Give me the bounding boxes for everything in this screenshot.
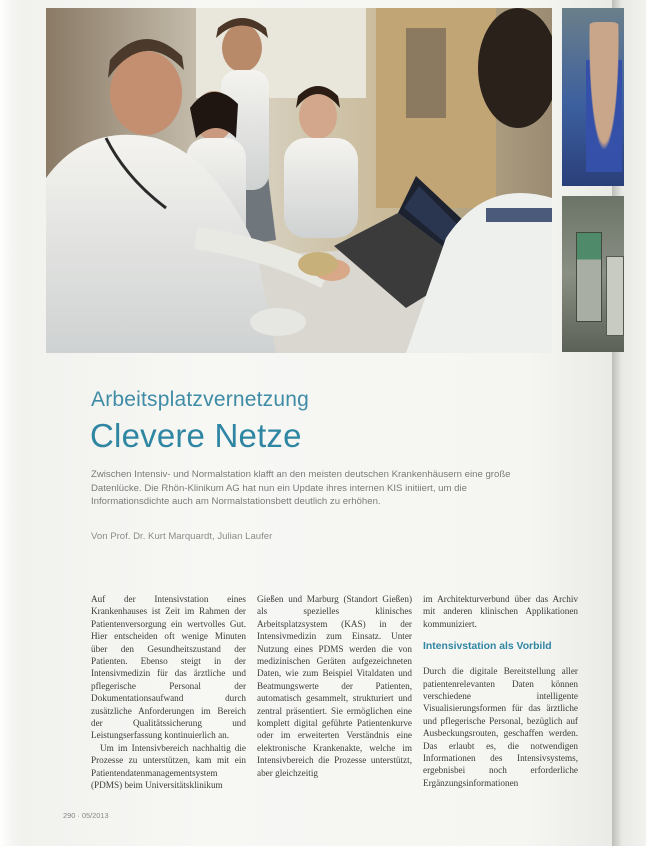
paragraph: Gießen und Marburg (Standort Gießen) als spezielles klinisches Arbeitsplatzsystem (KAS) in der Intensivmedizin zum Einsatz. Unter Nutzung eines PDMS werden die von medizinischen Geräten aufgezeichneten Daten, wie zum Beispiel Vitaldaten und Beatmungswerte der Patienten, automatisch gesammelt, strukturiert und zentral präsentiert. Sie ermöglichen eine komplett digital geführte Patientenkurve oder im erweiterten Verständnis eine elektronische Krankenakte, welche im Intensivbereich die Prozesse unterstützt, aber gleichzeitig	[257, 594, 412, 778]
article-lead: Zwischen Intensiv- und Normalstation klafft an den meisten deutschen Krankenhäusern eine große Datenlücke. Die Rhön-Klinikum AG hat nun ein Update ihres internen KIS initiiert, um die Informationsdichte auch am Normalstationsbett deutlich zu erhöhen.	[91, 469, 511, 507]
side-photo-equipment	[562, 196, 624, 352]
text-column-3	[423, 593, 578, 789]
monitor-device-icon	[606, 256, 624, 336]
medical-device-icon	[576, 232, 602, 322]
paragraph: Auf der Intensivstation eines Krankenhauses ist Zeit im Rahmen der Patientenversorgung ein wertvolles Gut. Hier entscheiden oft wenige Minuten über den Gesundheitszustand der Patienten. Ebenso steigt in der Intensivmedizin für das ärztliche und pflegerische Personal der Dokumentationsaufwand durch zusätzliche Anforderungen im Bereich der Qualitätssicherung und Leistungserfassung kontinuierlich an.	[91, 594, 246, 741]
text-column-2	[257, 593, 412, 779]
hero-photo-doctors-laptop	[46, 8, 552, 353]
clinician-figure	[586, 22, 622, 172]
article-byline: Von Prof. Dr. Kurt Marquardt, Julian Laufer	[91, 531, 273, 542]
paragraph: im Architekturverbund über das Archiv mit anderen klinischen Applikationen kommuniziert.	[423, 594, 578, 629]
side-photo-clinician	[562, 8, 624, 186]
hero-photo-illustration	[46, 8, 552, 353]
article-headline: Clevere Netze	[90, 417, 302, 454]
paragraph: Um im Intensivbereich nachhaltig die Prozesse zu unterstützen, kam mit ein Patientendatenmanagementsystem (PDMS) beim Universitätsklinikum	[91, 742, 246, 791]
page-folio: 290 · 05/2013	[63, 811, 109, 820]
paragraph: Durch die digitale Bereitstellung aller patientenrelevanten Daten können verschiedene intelligente Visualisierungsformen für das ärztliche und pflegerische Personal, bezüglich auf Ausbeckungsrouten, geschaffen werden. Das erlaubt es, die notwendigen Informationen des Intensivsystems, ergebnisbei noch erforderliche Ergänzungsinformationen	[423, 666, 578, 788]
article-kicker: Arbeitsplatzvernetzung	[91, 388, 310, 411]
section-subhead: Intensivstation als Vorbild	[423, 641, 552, 653]
text-column-1	[91, 593, 246, 792]
